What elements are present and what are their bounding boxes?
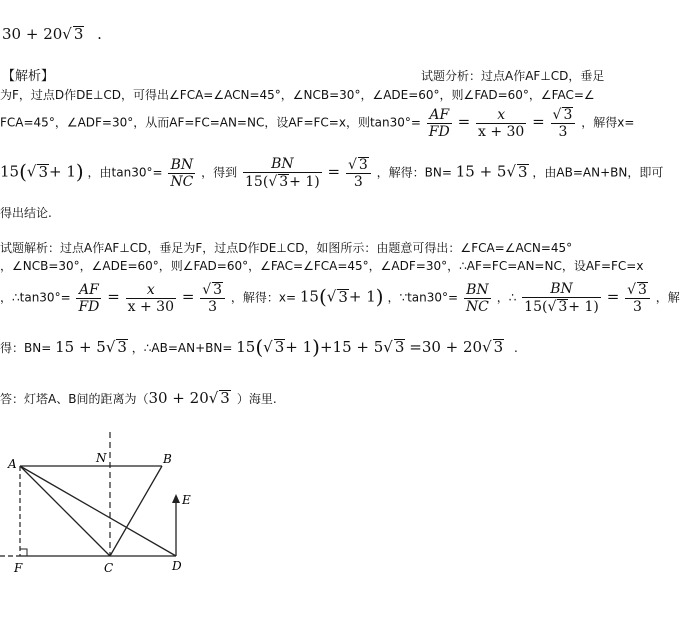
fraction-x-x30: $\frac{x}{x + 30}$ <box>477 106 525 140</box>
jiexi-line-5: 得出结论. <box>0 206 52 220</box>
answer-line: 答：灯塔A、B间的距离为（30 + 20√ 3 ）海里. <box>0 389 277 407</box>
jieda-line-3: ，∴tan30°= $\frac{AF}{FD}$ = $\frac{x}{x + 30}$ = $\frac{√ 3}{3}$ ，解得：x= 15(√ 3+ 1) ，∵tan30°= $\frac{BN}{NC}$ ，∴ $\frac{BN}{15(√ 3+ 1)}$ = $\frac{√ 3}{3}$ ，解 <box>0 281 680 315</box>
label-a: A <box>8 457 17 471</box>
segment-cb <box>110 466 162 556</box>
label-n: N <box>96 451 107 465</box>
segment-ad <box>20 466 176 556</box>
jiexi-line-2: 为F，过点D作DE⊥CD，可得出∠FCA=∠ACN=45°，∠NCB=30°，∠ADE=60°，则∠FAD=60°，∠FAC=∠ <box>0 88 595 102</box>
label-d: D <box>172 559 182 573</box>
label-c: C <box>104 561 114 575</box>
jieda-line-4: 得：BN= 15 + 5√ 3 ，∴AB=AN+BN= 15(√ 3+ 1)+15 + 5√ 3 =30 + 20√ 3 . <box>0 335 518 359</box>
jieda-line-1: 试题解析：过点A作AF⊥CD，垂足为F，过点D作DE⊥CD，如图所示：由题意可得出：∠FCA=∠ACN=45° <box>0 241 573 255</box>
arrow-head-icon <box>172 494 180 503</box>
label-e: E <box>182 493 191 507</box>
jieda-line-2: ，∠NCB=30°，∠ADE=60°，则∠FAD=60°，∠FAC=∠FCA=45°，∠ADF=30°，∴AF=FC=AN=NC，设AF=FC=x <box>0 259 644 273</box>
right-angle-mark <box>20 549 27 556</box>
segment-ac <box>20 466 110 556</box>
label-f: F <box>14 561 23 575</box>
top-result: 30 + 20√ 3 . <box>2 25 102 43</box>
label-b: B <box>163 452 172 466</box>
analysis-label: 试题分析：过点A作AF⊥CD，垂足 <box>421 69 605 83</box>
fraction-af-fd: $\frac{AF}{FD}$ <box>428 106 450 140</box>
jiexi-heading: 【解析】 <box>2 69 55 84</box>
jiexi-line-3: FCA=45°，∠ADF=30°，从而AF=FC=AN=NC，设AF=FC=x，则tan30°= $\frac{AF}{FD}$ = $\frac{x}{x + 30}$ = $\frac{√ 3}{3}$ ，解得x= <box>0 106 635 140</box>
geometry-figure <box>0 430 200 580</box>
jiexi-line-4: 15(√ 3+ 1) ，由tan30°= $\frac{BN}{NC}$ ，得到 $\frac{BN}{15(√ 3+ 1)}$ = $\frac{√ 3}{3}$ ，解得：BN= 15 + 5√ 3 ，由AB=AN+BN，即可 <box>0 156 664 190</box>
fraction-root3-3: $\frac{√ 3}{3}$ <box>551 107 576 139</box>
